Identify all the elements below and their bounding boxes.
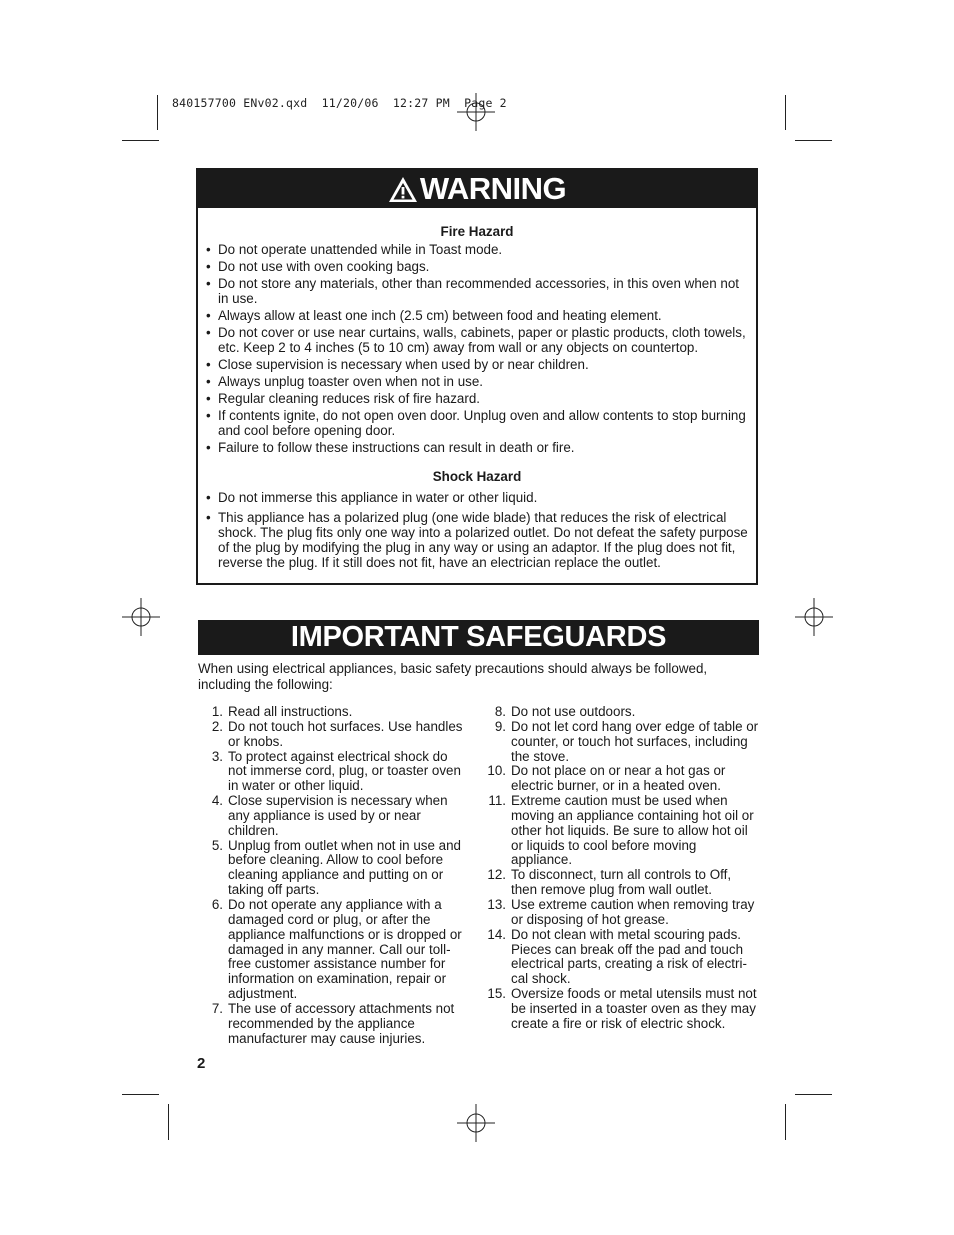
item-number: 11. [488, 793, 506, 809]
list-item [485, 928, 759, 987]
list-item: • Regular cleaning reduces risk of fire hazard. [206, 391, 748, 406]
item-number: 14. [487, 926, 506, 942]
registration-mark-icon [457, 93, 495, 131]
list-item: • Always allow at least one inch (2.5 cm) between food and heating element. [206, 308, 748, 323]
list-item [202, 750, 468, 795]
item-text: To protect against electrical shock do not immerse cord, plug, or toaster oven in water or other liquid. [228, 748, 461, 794]
item-number: 9. [494, 718, 506, 734]
safeguards-intro: When using electrical appliances, basic safety precautions should always be followed, including the following: [198, 661, 708, 692]
item-text: Read all instructions. [228, 704, 353, 719]
crop-mark [785, 1104, 786, 1140]
warning-box [196, 168, 758, 585]
item-text: Do not use outdoors. [511, 704, 636, 719]
crop-mark [795, 1094, 832, 1095]
list-item: • Always unplug toaster oven when not in use. [206, 374, 748, 389]
warning-triangle-icon [388, 176, 418, 203]
fire-hazard-heading: Fire Hazard [440, 224, 514, 239]
list-item: • Do not store any materials, other than recommended accessories, in this oven when not in use. [206, 276, 748, 306]
safeguards-right-column [485, 705, 759, 1032]
print-slug: 840157700 ENv02.qxd 11/20/06 12:27 PM Page 2 [172, 96, 507, 110]
shock-hazard-heading: Shock Hazard [432, 469, 522, 484]
list-item [485, 898, 759, 928]
item-number: 4. [211, 793, 223, 809]
registration-mark-icon [122, 598, 160, 636]
item-text: Use extreme caution when removing tray or disposing of hot grease. [511, 896, 755, 927]
list-item: • Do not operate unattended while in Toast mode. [206, 242, 748, 257]
list-item: • This appliance has a polarized plug (one wide blade) that reduces the risk of electrical shock. The plug fits only one way into a polarized outlet. Do not defeat the safety purpose of the plug by modifying the plug in any way or using an adaptor. If the plug does not fit, reverse the plug. If it still does not fit, have an electrician replace the outlet. [206, 510, 748, 570]
fire-hazard-list [206, 242, 748, 455]
list-item [202, 1002, 468, 1047]
crop-mark [785, 95, 786, 130]
crop-mark [795, 140, 832, 141]
item-text: The use of accessory attachments not recommended by the appliance manufacturer may cause injuries. [228, 1000, 455, 1046]
item-number: 15. [487, 986, 506, 1002]
item-number: 5. [211, 837, 223, 853]
registration-mark-icon [795, 598, 833, 636]
warning-body [198, 208, 756, 570]
list-item [485, 720, 759, 765]
item-text: Unplug from outlet when not in use and before cleaning. Allow to cool before cleaning appliance and putting on or taking off parts. [228, 837, 461, 898]
crop-mark [168, 1104, 169, 1140]
list-item [202, 839, 468, 898]
item-number: 3. [211, 748, 223, 764]
list-item: • Do not use with oven cooking bags. [206, 259, 748, 274]
list-item: • If contents ignite, do not open oven door. Unplug oven and allow contents to stop burning and cool before opening door. [206, 408, 748, 438]
item-text: Close supervision is necessary when any appliance is used by or near children. [228, 793, 448, 838]
registration-mark-icon [457, 1104, 495, 1142]
item-text: To disconnect, turn all controls to Off, then remove plug from wall outlet. [511, 867, 732, 898]
warning-title: WARNING [419, 171, 567, 206]
list-item [485, 868, 759, 898]
list-item: • Close supervision is necessary when used by or near children. [206, 357, 748, 372]
item-text: Do not place on or near a hot gas or electric burner, or in a heated oven. [511, 763, 726, 794]
item-number: 2. [211, 718, 223, 734]
list-item [485, 794, 759, 868]
list-item [485, 705, 759, 720]
safeguards-header: IMPORTANT SAFEGUARDS [198, 620, 759, 655]
item-number: 7. [211, 1000, 223, 1016]
list-item [202, 898, 468, 1002]
item-number: 12. [487, 867, 506, 883]
list-item: • Do not cover or use near curtains, walls, cabinets, paper or plastic products, cloth towels, etc. Keep 2 to 4 inches (5 to 10 cm) away from wall or any objects on countertop. [206, 325, 748, 355]
shock-hazard-list [206, 490, 748, 570]
warning-header [198, 170, 756, 208]
item-text: Do not touch hot surfaces. Use handles or knobs. [228, 718, 463, 749]
item-text: Do not operate any appliance with a damaged cord or plug, or after the appliance malfunctions or is dropped or damaged in any manner. Call our toll-free customer assistance number for information on examination, repair or adjustment. [228, 896, 462, 1002]
item-text: Extreme caution must be used when moving an appliance containing hot oil or other hot liquids. Be sure to allow hot oil or liquids to cool before moving appliance. [511, 793, 754, 868]
item-text: Do not let cord hang over edge of table or counter, or touch hot surfaces, including the stove. [511, 718, 759, 764]
list-item [202, 720, 468, 750]
list-item: • Failure to follow these instructions can result in death or fire. [206, 440, 748, 455]
list-item [202, 705, 468, 720]
list-item [485, 987, 759, 1032]
item-number: 6. [211, 896, 223, 912]
item-number: 8. [494, 704, 506, 719]
crop-mark [122, 140, 159, 141]
list-item: • Do not immerse this appliance in water or other liquid. [206, 490, 748, 505]
item-text: Oversize foods or metal utensils must not be inserted in a toaster oven as they may create a fire or risk of electric shock. [511, 986, 757, 1031]
item-number: 13. [487, 896, 506, 912]
safeguards-left-column [202, 705, 468, 1046]
crop-mark [157, 95, 158, 130]
list-item [485, 764, 759, 794]
page-number: 2 [197, 1055, 206, 1072]
crop-mark [122, 1094, 159, 1095]
list-item [202, 794, 468, 839]
item-number: 10. [487, 763, 506, 779]
item-text: Do not clean with metal scouring pads. Pieces can break off the pad and touch electrical parts, creating a risk of electri-cal shock. [511, 926, 747, 987]
item-number: 1. [211, 704, 223, 719]
